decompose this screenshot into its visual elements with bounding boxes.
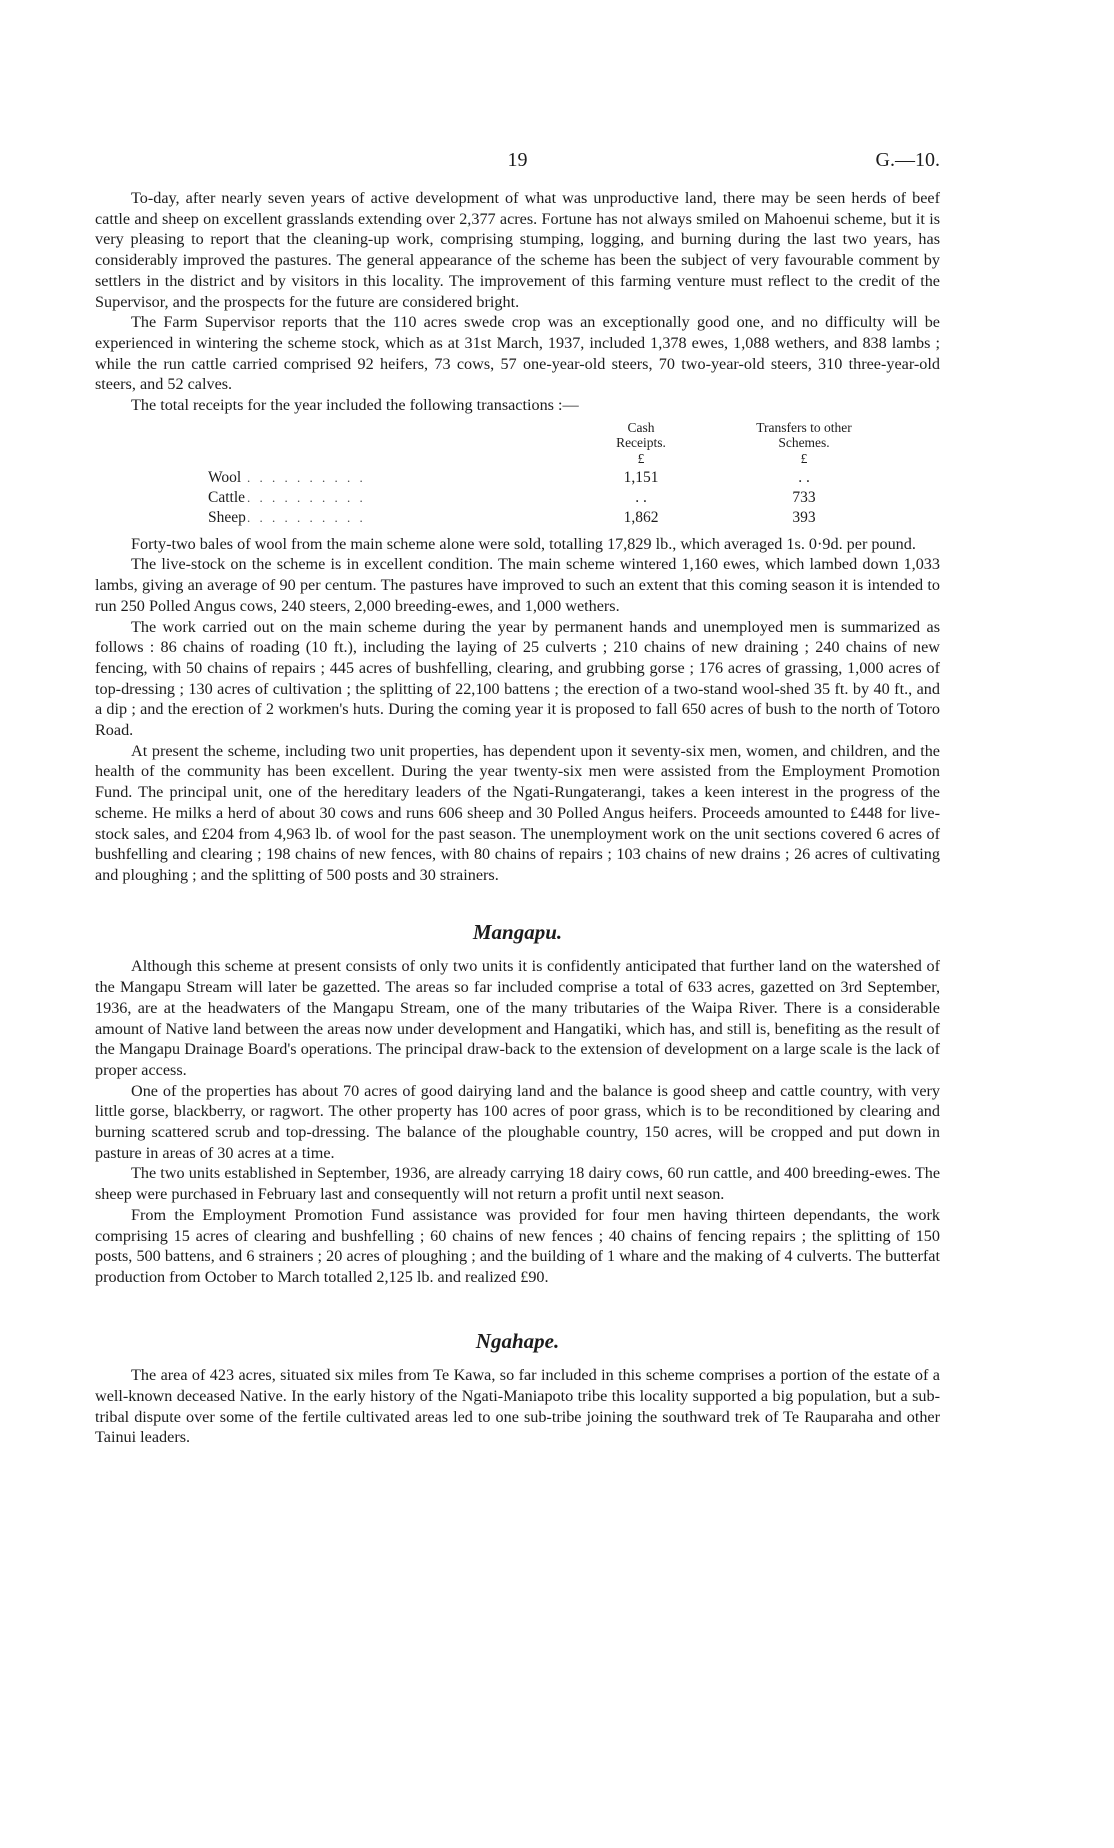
- column-header-cash-receipts: Cash Receipts. £: [616, 419, 666, 466]
- table-row: [95, 469, 940, 489]
- dot-leader: . . . . . . . . . .: [247, 509, 366, 525]
- transactions-table: [95, 420, 940, 528]
- body-paragraph: The work carried out on the main scheme during the year by permanent hands and unemployed men is summarized as follows : 86 chains of roading (10 ft.), including the laying of 25 culverts ; 210 chains of new draining ; 240 chains of new fencing, with 50 chains of repairs ; 445 acres of bushfelling, clearing, and grubbing gorse ; 176 acres of grassing, 1,000 acres of top-dressing ; 130 acres of cultivation ; the splitting of 22,100 battens ; the erection of a two-stand wool-shed 35 ft. by 40 ft., and a dip ; and the erection of 2 workmen's huts. During the coming year it is proposed to fall 650 acres of bush to the north of Totoro Road.: [95, 617, 940, 740]
- table-row: [95, 489, 940, 509]
- report-code: G.—10.: [875, 149, 940, 171]
- intro-paragraph: The Farm Supervisor reports that the 110 acres swede crop was an exceptionally good one, and no difficulty will be experienced in wintering the scheme stock, which as at 31st March, 1937, included 1,378 ewes, 1,088 wethers, and 838 lambs ; while the run cattle carried comprised 92 heifers, 73 cows, 57 one-year-old steers, 70 two-year-old steers, 310 three-year-old steers, and 52 calves.: [95, 313, 940, 394]
- row-label: Sheep: [208, 508, 246, 526]
- page-number: 19: [507, 149, 528, 171]
- document-page: [95, 150, 940, 1448]
- intro-paragraph: The total receipts for the year included the following transactions :—: [131, 396, 579, 415]
- mangapu-paragraph: From the Employment Promotion Fund assistance was provided for four men having thirteen dependants, the work comprising 15 acres of clearing and bushfelling ; 60 chains of new fences ; 40 chains of fencing repairs ; the splitting of 150 posts, 500 battens, and 6 strainers ; 20 acres of ploughing ; and the building of 1 whare and the making of 4 culverts. The butterfat production from October to March totalled 2,125 lb. and realized £90.: [95, 1205, 940, 1286]
- cash-value: . .: [635, 488, 647, 506]
- row-label: Cattle: [208, 488, 246, 506]
- cash-value: 1,862: [623, 508, 659, 526]
- column-header-transfers: Transfers to other Schemes. £: [756, 419, 852, 466]
- mangapu-paragraph: The two units established in September, 1936, are already carrying 18 dairy cows, 60 run cattle, and 400 breeding-ewes. The sheep were purchased in February last and consequently will not return a profit until next season.: [95, 1164, 940, 1204]
- body-paragraph: At present the scheme, including two unit properties, has dependent upon it seventy-six men, women, and children, and the health of the community has been excellent. During the year twenty-six men were assisted from the Employment Promotion Fund. The principal unit, one of the hereditary leaders of the Ngati-Rungaterangi, takes a keen interest in the progress of the scheme. He milks a herd of about 30 cows and runs 606 sheep and 30 Polled Angus heifers. Proceeds amounted to £448 for live-stock sales, and £204 from 4,963 lb. of wool for the past season. The unemployment work on the unit sections covered 6 acres of bushfelling and clearing ; 198 chains of new fences, with 80 chains of repairs ; 103 chains of new drains ; 26 acres of cultivating and ploughing ; and the splitting of 500 posts and 30 strainers.: [95, 741, 940, 884]
- mangapu-paragraph: Although this scheme at present consists of only two units it is confidently anticipated that further land on the watershed of the Mangapu Stream will later be gazetted. The areas so far included comprise a total of 633 acres, gazetted on 3rd September, 1936, are at the headwaters of the Mangapu Stream, one of the many tributaries of the Waipa River. There is a considerable amount of Native land between the areas now under development and Hangatiki, which has, and still is, benefiting as the result of the Mangapu Drainage Board's operations. The principal draw-back to the extension of development on a large scale is the lack of proper access.: [95, 957, 940, 1079]
- ngahape-paragraph: The area of 423 acres, situated six miles from Te Kawa, so far included in this scheme comprises a portion of the estate of a well-known deceased Native. In the early history of the Ngati-Maniapoto tribe this locality supported a big population, but a sub-tribal dispute over some of the fertile cultivated areas led to one sub-tribe joining the southward trek of Te Rauparaha and other Tainui leaders.: [95, 1366, 940, 1447]
- page-header: [95, 150, 940, 188]
- transfer-value: 733: [792, 488, 816, 506]
- row-label: Wool: [208, 468, 242, 486]
- dot-leader: . . . . . . . . . .: [247, 469, 366, 485]
- intro-paragraph: To-day, after nearly seven years of active development of what was unproductive land, there may be seen herds of beef cattle and sheep on excellent grasslands extending over 2,377 acres. Fortune has not always smiled on Mahoenui scheme, but it is very pleasing to report that the cleaning-up work, comprising stumping, logging, and burning during the last two years, has considerably improved the pastures. The general appearance of the scheme has been the subject of very favourable comment by settlers in the district and by visitors in this locality. The improvement of this farming venture must reflect to the credit of the Supervisor, and the prospects for the future are considered bright.: [95, 189, 940, 311]
- body-paragraph: The live-stock on the scheme is in excellent condition. The main scheme wintered 1,160 ewes, which lambed down 1,033 lambs, giving an average of 90 per centum. The pastures have improved to such an extent that this coming season it is intended to run 250 Polled Angus cows, 240 steers, 2,000 breeding-ewes, and 1,000 wethers.: [95, 555, 940, 615]
- body-paragraph: Forty-two bales of wool from the main scheme alone were sold, totalling 17,829 lb., which averaged 1s. 0·9d. per pound.: [131, 534, 916, 553]
- section-heading-ngahape: Ngahape.: [475, 1328, 560, 1353]
- cash-value: 1,151: [623, 468, 659, 486]
- dot-leader: . . . . . . . . . .: [247, 489, 366, 505]
- transfer-value: . .: [798, 468, 810, 486]
- table-row: [95, 509, 940, 529]
- mangapu-paragraph: One of the properties has about 70 acres of good dairying land and the balance is good sheep and cattle country, with very little gorse, blackberry, or ragwort. The other property has 100 acres of poor grass, which is to be reconditioned by clearing and burning scattered scrub and top-dressing. The balance of the ploughable country, 150 acres, will be cropped and put down in pasture in areas of 30 acres at a time.: [95, 1081, 940, 1162]
- section-heading-mangapu: Mangapu.: [472, 919, 563, 944]
- transfer-value: 393: [792, 508, 816, 526]
